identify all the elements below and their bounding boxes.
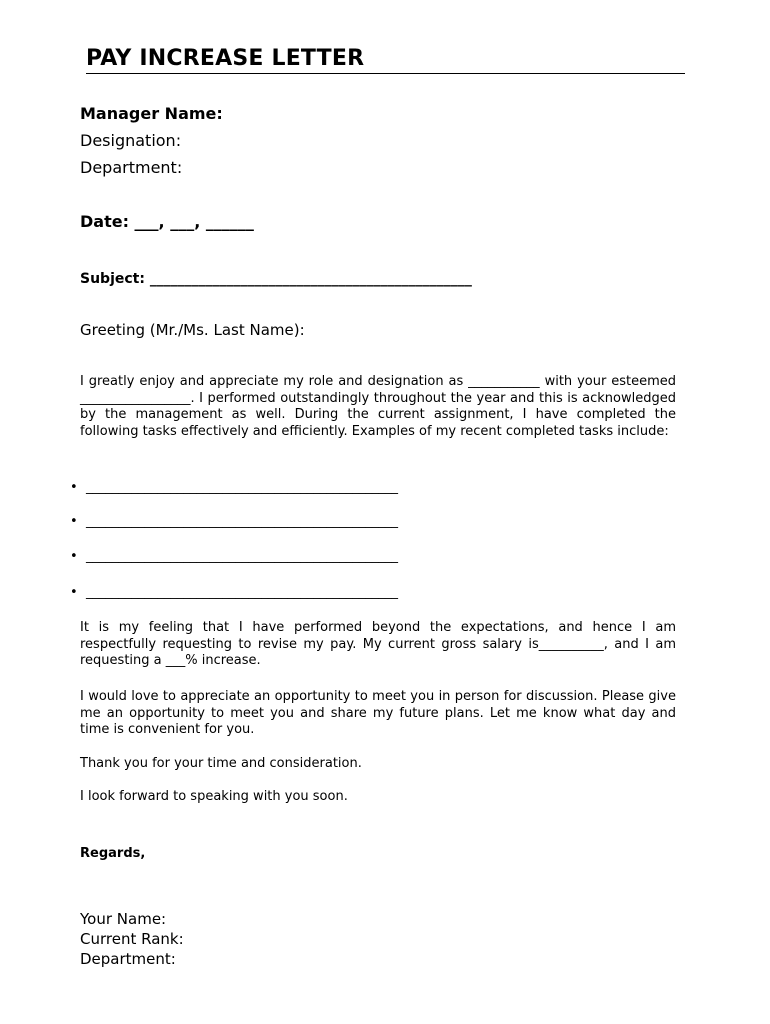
date-line: Date: ___, ___, ______: [80, 212, 254, 231]
closing: Regards,: [80, 846, 146, 861]
signature-rank-label: Current Rank:: [80, 930, 184, 948]
designation-label: Designation:: [80, 131, 182, 150]
task-blank: ________________________________________________: [86, 480, 398, 495]
list-item: [70, 514, 398, 529]
bullet-icon: •: [70, 514, 78, 529]
intro-paragraph: I greatly enjoy and appreciate my role and designation as ___________ with your esteemed _________________. I performed outstandingly throughout the year and this is acknowledged by the management as well. During the current assignment, I have completed the following tasks effectively and efficiently. Examples of my recent completed tasks include:: [80, 374, 676, 440]
signature-department-label: Department:: [80, 950, 176, 968]
bullet-icon: •: [70, 549, 78, 564]
task-blank: ________________________________________________: [86, 549, 398, 564]
subject-line: Subject: ______________________________________________: [80, 271, 472, 287]
greeting: Greeting (Mr./Ms. Last Name):: [80, 321, 305, 339]
list-item: [70, 549, 398, 564]
meeting-request-paragraph: I would love to appreciate an opportunity to meet you in person for discussion. Please give me an opportunity to meet you and share my future plans. Let me know what day and time is convenient for you.: [80, 689, 676, 738]
bullet-icon: •: [70, 480, 78, 495]
task-blank: ________________________________________________: [86, 585, 398, 600]
page-title: PAY INCREASE LETTER: [86, 46, 685, 74]
signature-name-label: Your Name:: [80, 910, 167, 928]
bullet-icon: •: [70, 585, 78, 600]
salary-request-paragraph: It is my feeling that I have performed beyond the expectations, and hence I am respectfully requesting to revise my pay. My current gross salary is__________, and I am requesting a ___% increase.: [80, 620, 676, 669]
task-blank: ________________________________________________: [86, 514, 398, 529]
closing-remark-paragraph: I look forward to speaking with you soon.: [80, 789, 348, 804]
list-item: [70, 480, 398, 495]
list-item: [70, 585, 398, 600]
manager-name-label: Manager Name:: [80, 104, 223, 123]
thanks-paragraph: Thank you for your time and consideration.: [80, 756, 362, 771]
department-label: Department:: [80, 158, 183, 177]
